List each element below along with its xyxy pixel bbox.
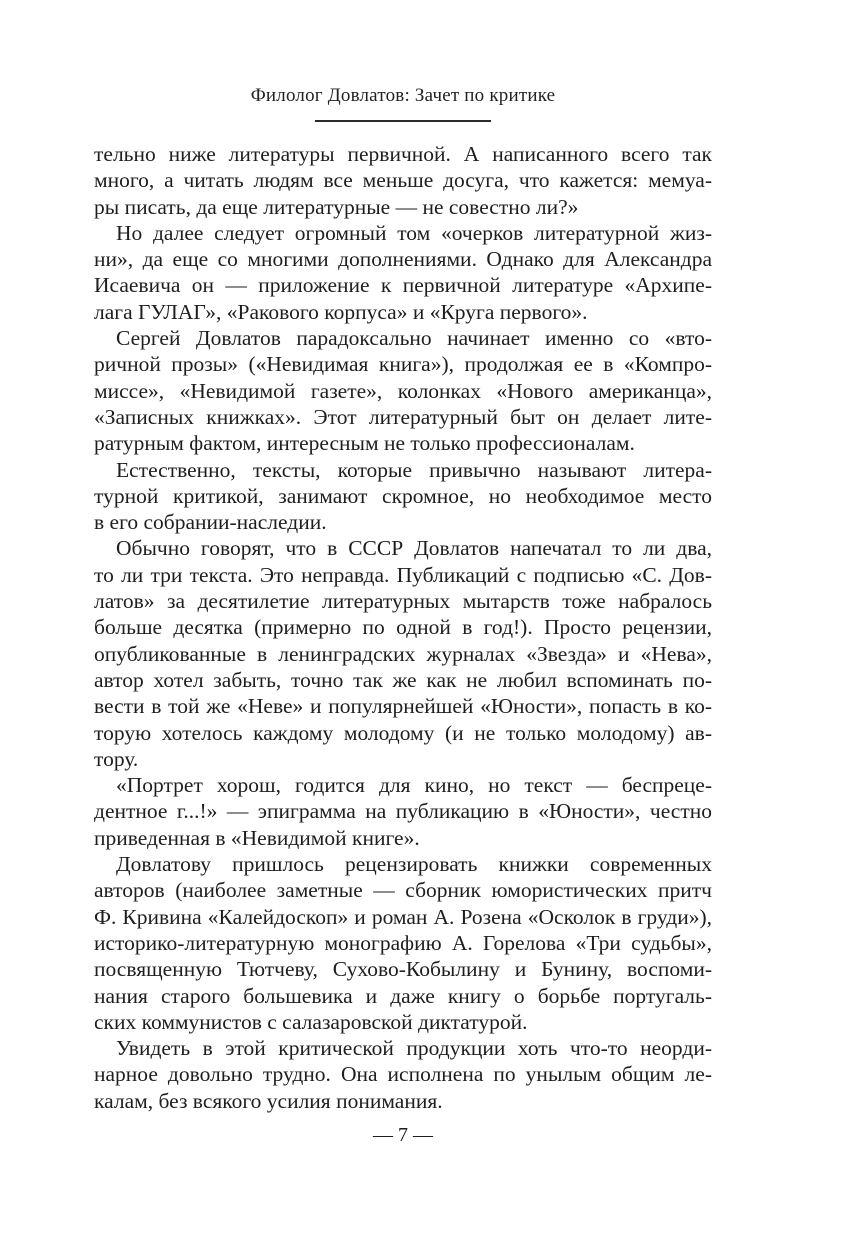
paragraph bbox=[94, 141, 712, 220]
paragraph bbox=[94, 1035, 712, 1114]
running-header-title: Филолог Довлатов: Зачет по критике bbox=[250, 85, 556, 106]
text-line: Ф. Кривина «Калейдоскоп» и роман А. Розена «Осколок в груди»), bbox=[94, 904, 712, 929]
paragraph bbox=[94, 535, 712, 772]
text-line: «Портрет хорош, годится для кино, но текст — беспреце- bbox=[116, 773, 712, 798]
page-body-text bbox=[94, 141, 712, 1114]
text-line: автор хотел забыть, точно так же как не любил вспоминать по- bbox=[94, 667, 712, 692]
text-line: ратурным фактом, интересным не только профессионалам. bbox=[94, 431, 635, 456]
text-line: тору. bbox=[94, 746, 139, 771]
text-line: то ли три текста. Это неправда. Публикаций с подписью «С. Дов- bbox=[94, 562, 712, 587]
text-line: ричной прозы» («Невидимая книга»), продолжая ее в «Компро- bbox=[94, 352, 712, 377]
paragraph bbox=[94, 772, 712, 851]
text-line: Естественно, тексты, которые привычно называют литера- bbox=[116, 457, 712, 482]
text-line: опубликованные в ленинградских журналах «Звезда» и «Нева», bbox=[94, 641, 712, 666]
text-line: Обычно говорят, что в СССР Довлатов напечатал то ли два, bbox=[116, 536, 712, 561]
text-line: нарное довольно трудно. Она исполнена по унылым общим ле- bbox=[94, 1062, 712, 1087]
text-line: лага ГУЛАГ», «Ракового корпуса» и «Круга первого». bbox=[94, 299, 588, 324]
text-line: авторов (наиболее заметные — сборник юмористических притч bbox=[94, 878, 712, 903]
text-line: тельно ниже литературы первичной. А написанного всего так bbox=[94, 142, 712, 166]
text-line: дентное г...!» — эпиграмма на публикацию в «Юности», честно bbox=[94, 799, 712, 824]
text-line: много, а читать людям все меньше досуга, что кажется: мемуа- bbox=[94, 168, 712, 193]
text-line: латов» за десятилетие литературных мытарств тоже набралось bbox=[94, 589, 712, 614]
paragraph bbox=[94, 851, 712, 1035]
text-line: Довлатову пришлось рецензировать книжки современных bbox=[116, 852, 712, 877]
text-line: посвященную Тютчеву, Сухово-Кобылину и Бунину, воспоми- bbox=[94, 957, 712, 982]
text-line: больше десятка (примерно по одной в год!). Просто рецензии, bbox=[94, 615, 712, 640]
text-line: Увидеть в этой критической продукции хоть что-то неорди- bbox=[116, 1036, 712, 1061]
text-line: ры писать, да еще литературные — не совестно ли?» bbox=[94, 194, 579, 219]
text-line: вести в той же «Неве» и популярнейшей «Юности», попасть в ко- bbox=[94, 694, 712, 719]
paragraph bbox=[94, 220, 712, 325]
text-line: турной критикой, занимают скромное, но необходимое место bbox=[94, 483, 712, 508]
text-line: ских коммунистов с салазаровской диктатурой. bbox=[94, 1009, 528, 1034]
text-line: Исаевича он — приложение к первичной литературе «Архипе- bbox=[94, 273, 712, 298]
text-line: ни», да еще со многими дополнениями. Однако для Александра bbox=[94, 247, 712, 272]
text-line: «Записных книжках». Этот литературный быт он делает лите- bbox=[94, 404, 712, 429]
text-line: в его собрании-наследии. bbox=[94, 510, 327, 535]
text-line: калам, без всякого усилия понимания. bbox=[94, 1088, 443, 1113]
text-line: Но далее следует огромный том «очерков литературной жиз- bbox=[116, 220, 712, 245]
paragraph bbox=[94, 325, 712, 456]
page-content bbox=[94, 0, 712, 1114]
text-line: миссе», «Невидимой газете», колонках «Нового американца», bbox=[94, 378, 712, 403]
text-line: историко-литературную монографию А. Горелова «Три судьбы», bbox=[94, 930, 712, 955]
page-number: — 7 — bbox=[373, 1124, 433, 1146]
text-line: торую хотелось каждому молодому (и не только молодому) ав- bbox=[94, 720, 712, 745]
paragraph bbox=[94, 457, 712, 536]
text-line: нания старого большевика и даже книгу о борьбе португаль- bbox=[94, 983, 712, 1008]
text-line: приведенная в «Невидимой книге». bbox=[94, 825, 420, 850]
header-divider-rule bbox=[315, 120, 491, 122]
text-line: Сергей Довлатов парадоксально начинает именно со «вто- bbox=[116, 326, 712, 351]
